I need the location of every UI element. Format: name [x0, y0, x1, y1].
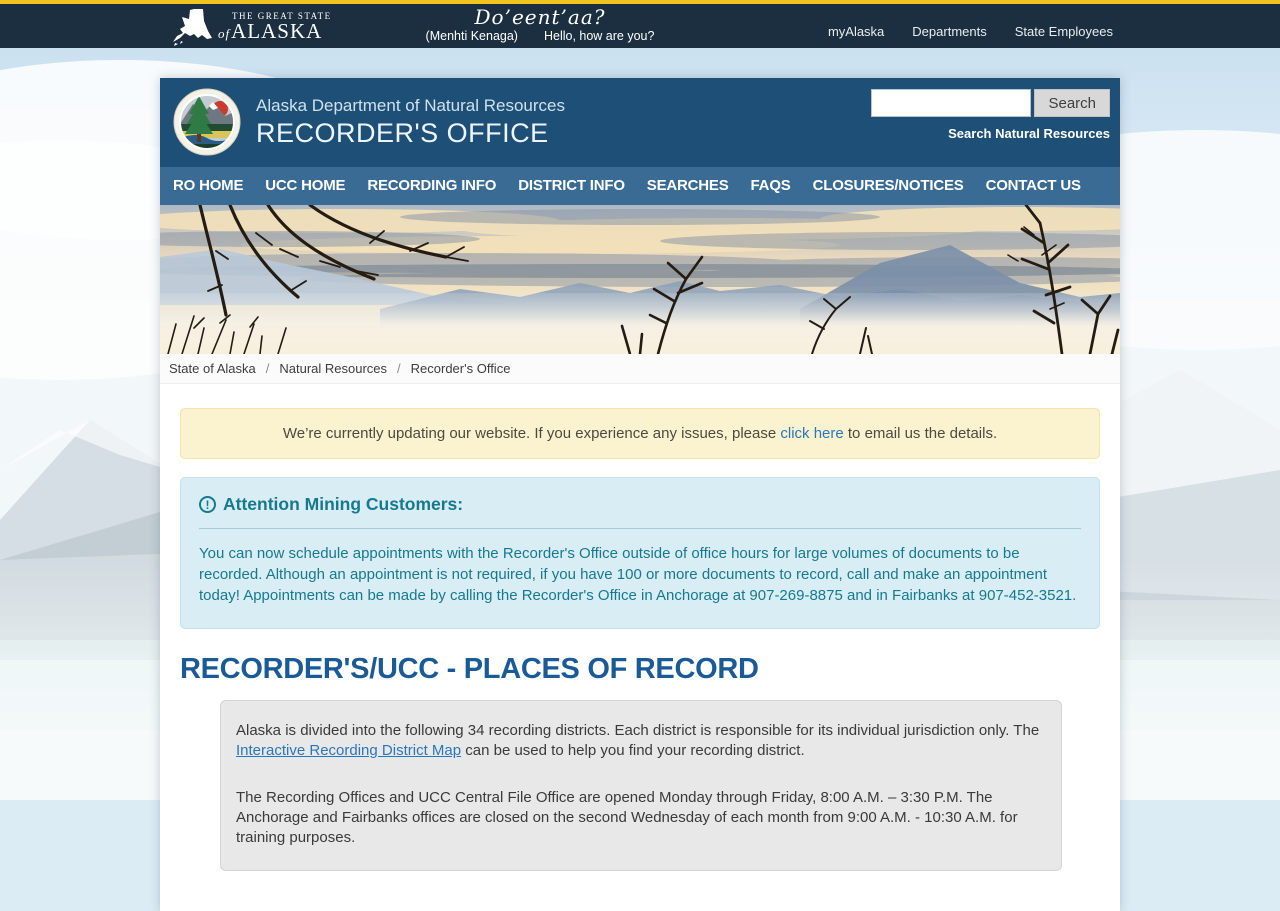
recording-districts-info-box	[220, 700, 1062, 871]
notice-click-here-link[interactable]: click here	[780, 425, 844, 442]
greeting-native-text: Do’eent’aa?	[474, 5, 606, 29]
interactive-district-map-link[interactable]: Interactive Recording District Map	[236, 742, 462, 759]
link-myalaska[interactable]: myAlaska	[827, 24, 885, 39]
agency-name: Alaska Department of Natural Resources	[256, 95, 565, 115]
page-column	[160, 78, 1120, 911]
notice-text-post: to email us the details.	[843, 425, 998, 442]
website-update-notice	[180, 408, 1100, 459]
attention-heading: Attention Mining Customers:	[223, 494, 464, 514]
greeting-translation: Hello, how are you?	[543, 29, 655, 43]
search-scope-label: Search Natural Resources	[948, 126, 1110, 141]
breadcrumb	[160, 354, 1120, 384]
nav-ucc-home[interactable]: UCC HOME	[265, 177, 346, 194]
state-top-bar	[0, 0, 1280, 48]
search-input[interactable]	[871, 89, 1031, 117]
breadcrumb-separator: /	[397, 361, 401, 376]
alert-circle-icon: !	[199, 496, 216, 513]
info-p1-pre: Alaska is divided into the following 34 recording districts. Each district is responsible for its individual jurisdiction only. The	[236, 722, 1040, 739]
native-greeting	[380, 5, 700, 43]
dnr-brand[interactable]	[173, 88, 565, 156]
alaska-map-icon	[172, 8, 212, 46]
hero-banner-photo	[160, 205, 1120, 354]
breadcrumb-state-of-alaska[interactable]: State of Alaska	[169, 361, 256, 376]
notice-text-pre: We’re currently updating our website. If you experience any issues, please	[282, 425, 781, 442]
dnr-seal-logo	[173, 88, 241, 156]
greeting-pronunciation: (Menhti Kenaga)	[425, 29, 518, 43]
attention-divider	[199, 528, 1081, 529]
main-navigation	[160, 167, 1120, 205]
nav-searches[interactable]: SEARCHES	[646, 177, 729, 194]
attention-body-text: You can now schedule appointments with the Recorder's Office outside of office hours for large volumes of documents to be recorded. Although an appointment is not required, if you have 100 or more documents to record, call and make an appointment today! Appointments can be made by calling the Recorder's Office in Anchorage at 907-269-8875 and in Fairbanks at 907-452-3521.	[199, 545, 1077, 604]
nav-ro-home[interactable]: RO HOME	[173, 177, 244, 194]
page-title: RECORDER'S/UCC - PLACES OF RECORD	[180, 653, 759, 685]
top-bar-links	[828, 24, 1113, 39]
breadcrumb-natural-resources[interactable]: Natural Resources	[279, 361, 388, 376]
attention-mining-customers-box	[180, 477, 1100, 629]
nav-faqs[interactable]: FAQS	[750, 177, 791, 194]
info-p1-post: can be used to help you find your recording district.	[461, 742, 805, 759]
search-area	[860, 89, 1110, 141]
nav-contact-us[interactable]: CONTACT US	[985, 177, 1081, 194]
state-of-alaska-logo[interactable]	[172, 8, 332, 46]
nav-closures-notices[interactable]: CLOSURES/NOTICES	[812, 177, 964, 194]
state-logo-line1: THE GREAT STATE	[232, 11, 332, 21]
link-departments[interactable]: Departments	[912, 24, 987, 39]
site-header	[160, 78, 1120, 167]
state-logo-name: ALASKA	[231, 19, 323, 43]
info-p2: The Recording Offices and UCC Central File Office are opened Monday through Friday, 8:00 A.M. – 3:30 P.M. The Anchorage and Fairbanks offices are closed on the second Wednesday of each month from 9:00 A.M. - 10:30 A.M. for training purposes.	[236, 789, 1018, 846]
page-content	[160, 408, 1120, 911]
search-button[interactable]: Search	[1034, 89, 1110, 117]
site-title: RECORDER'S OFFICE	[256, 117, 549, 148]
state-logo-of: of	[218, 26, 231, 41]
link-state-employees[interactable]: State Employees	[1014, 24, 1113, 39]
breadcrumb-separator: /	[265, 361, 270, 376]
nav-recording-info[interactable]: RECORDING INFO	[367, 177, 497, 194]
breadcrumb-current-page: Recorder's Office	[410, 361, 511, 376]
nav-district-info[interactable]: DISTRICT INFO	[518, 177, 625, 194]
